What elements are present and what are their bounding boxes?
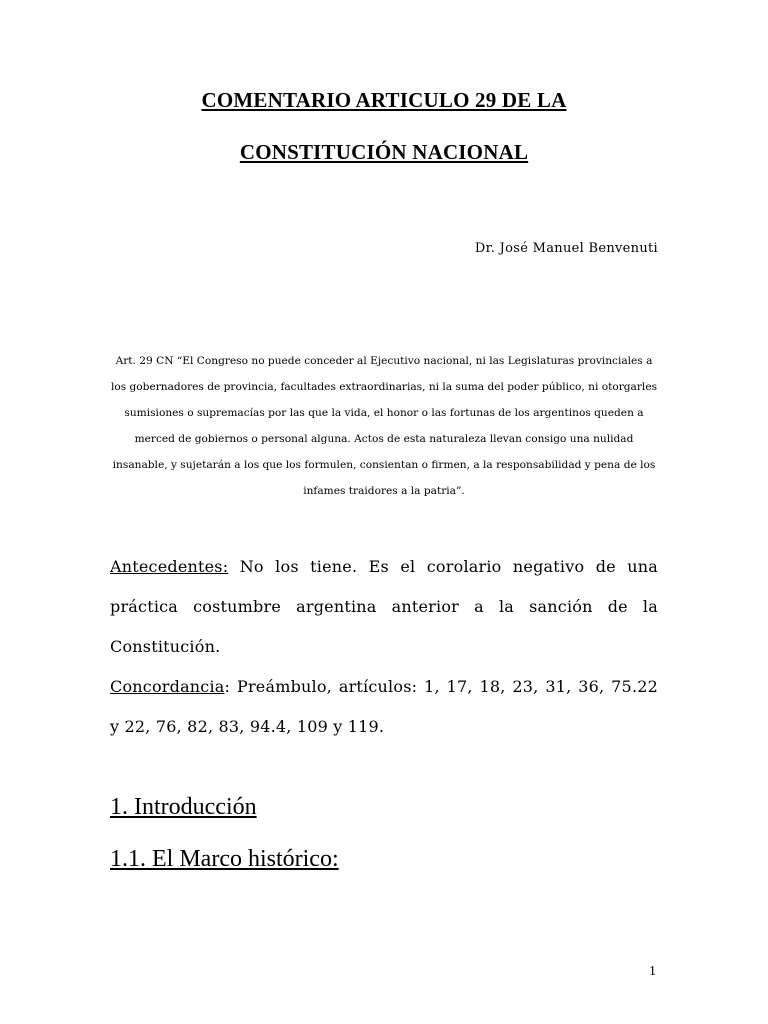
concordancia-text: : Preámbulo, artículos: 1, 17, 18, 23, 31, 36, 75.22 y 22, 76, 82, 83, 94.4, 109 y 119. <box>110 677 658 736</box>
author-name: Dr. José Manuel Benvenuti <box>474 241 658 256</box>
antecedentes-text: No los tiene. Es el corolario negativo de una práctica costumbre argentina anterior a la sanción de la Constitución. <box>110 557 658 656</box>
section-heading-marco-historico: 1.1. El Marco histórico: <box>110 846 339 872</box>
document-title-line-1: COMENTARIO ARTICULO 29 DE LA <box>201 88 567 112</box>
concordancia-label: Concordancia <box>110 677 225 696</box>
document-title-line-2: CONSTITUCIÓN NACIONAL <box>239 140 529 164</box>
page-number: 1 <box>649 964 656 979</box>
section-heading-introduccion: 1. Introducción <box>110 794 257 820</box>
antecedentes-paragraph <box>110 547 658 747</box>
antecedentes-label: Antecedentes: <box>110 557 229 576</box>
article-quote: Art. 29 CN “El Congreso no puede conceder al Ejecutivo nacional, ni las Legislaturas provinciales a los gobernadores de provincia, facultades extraordinarias, ni la suma del poder público, ni otorgarles sumisiones o supremacías por las que la vida, el honor o las fortunas de los argentinos queden a merced de gobiernos o personal alguna. Actos de esta naturaleza llevan consigo una nulidad insanable, y sujetarán a los que los formulen, consientan o firmen, a la responsabilidad y pena de los infames traidores a la patria”. <box>110 355 658 497</box>
